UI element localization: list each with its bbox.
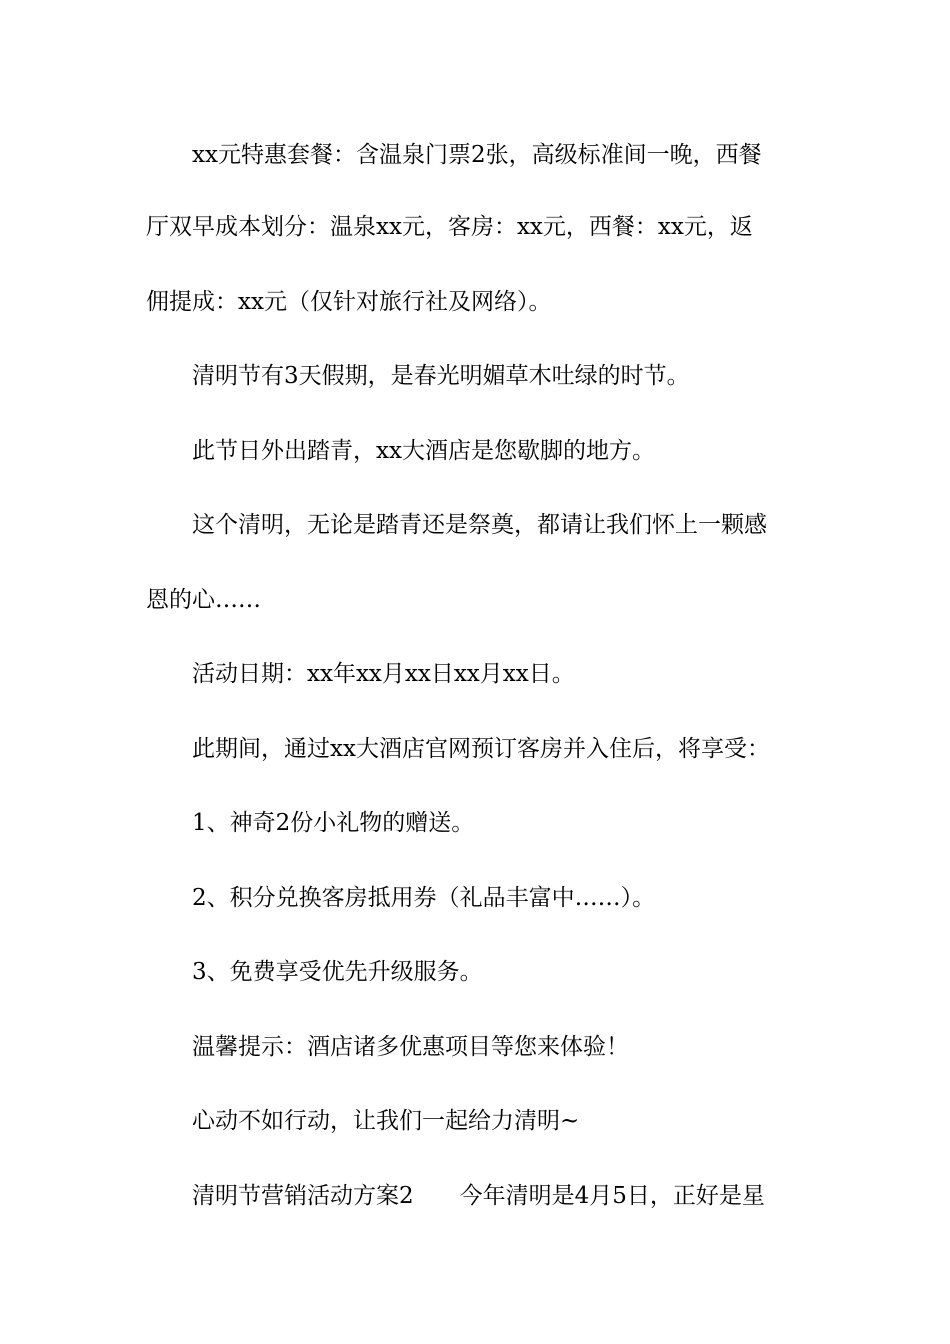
paragraph-line: xx元特惠套餐：含温泉门票2张，高级标准间一晚，西餐 [192, 142, 762, 168]
paragraph-line: 佣提成：xx元（仅针对旅行社及网络）。 [146, 289, 552, 315]
paragraph-line: 清明节有3天假期，是春光明媚草木吐绿的时节。 [192, 363, 690, 389]
list-item: 2、积分兑换客房抵用券（礼品丰富中……）。 [192, 885, 656, 911]
paragraph-line: 活动日期：xx年xx月xx日xx月xx日。 [192, 661, 575, 687]
paragraph-line: 此期间，通过xx大酒店官网预订客房并入住后，将享受： [192, 736, 770, 762]
list-item: 3、免费享受优先升级服务。 [192, 959, 483, 985]
list-item: 1、神奇2份小礼物的赠送。 [192, 810, 475, 836]
paragraph-line: 恩的心…… [146, 587, 261, 613]
section-heading-line: 清明节营销活动方案2 今年清明是4月5日，正好是星 [192, 1183, 765, 1209]
paragraph-line: 厅双早成本划分：温泉xx元，客房：xx元，西餐：xx元，返 [146, 214, 753, 240]
paragraph-line: 温馨提示：酒店诸多优惠项目等您来体验！ [192, 1034, 629, 1060]
paragraph-line: 这个清明，无论是踏青还是祭奠，都请让我们怀上一颗感 [192, 512, 767, 538]
paragraph-line: 心动不如行动，让我们一起给力清明~ [192, 1108, 580, 1134]
paragraph-line: 此节日外出踏青，xx大酒店是您歇脚的地方。 [192, 438, 655, 464]
